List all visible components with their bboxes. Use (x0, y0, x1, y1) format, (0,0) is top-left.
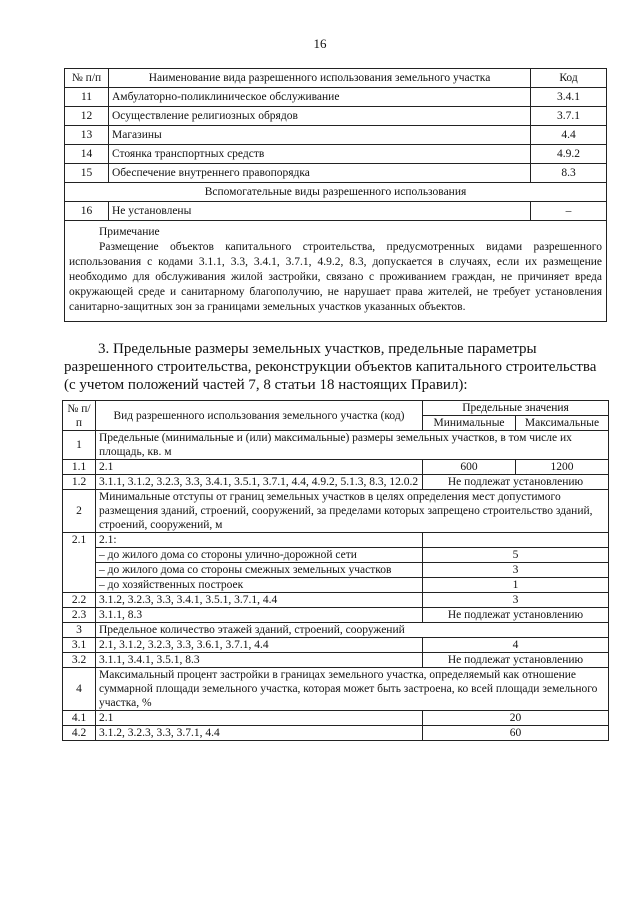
row-num: 2 (63, 490, 96, 533)
table-row (63, 578, 609, 593)
row-num: 3.2 (63, 653, 96, 668)
row-value: 1 (423, 578, 609, 593)
row-num: 2.1 (63, 533, 96, 593)
row-code: 4.9.2 (531, 145, 607, 164)
note-row (65, 221, 607, 322)
row-name: Амбулаторно-поликлиническое обслуживание (109, 88, 531, 107)
row-kind: 3.1.2, 3.2.3, 3.3, 3.4.1, 3.5.1, 3.7.1, 4.4 (96, 593, 423, 608)
table-row (63, 460, 609, 475)
row-num: 13 (65, 126, 109, 145)
row-value: 5 (423, 548, 609, 563)
row-num: 4.1 (63, 711, 96, 726)
row-num: 14 (65, 145, 109, 164)
table-row (63, 711, 609, 726)
section-3-heading (64, 340, 606, 394)
permitted-use-table (64, 68, 607, 322)
row-name: Стоянка транспортных средств (109, 145, 531, 164)
note-title: Примечание (99, 226, 160, 238)
row-num: 4.2 (63, 726, 96, 741)
row-num: 3 (63, 623, 96, 638)
header-num: № п/п (63, 401, 96, 431)
section-line-1: 3. Предельные размеры земельных участков, предельные параметры (98, 341, 537, 357)
row-num: 15 (65, 164, 109, 183)
header-min: Минимальные (423, 416, 516, 431)
row-kind: 2.1 (96, 711, 423, 726)
table-row (63, 490, 609, 533)
row-kind: 3.1.2, 3.2.3, 3.3, 3.7.1, 4.4 (96, 726, 423, 741)
table-row (65, 164, 607, 183)
row-text: Предельное количество этажей зданий, строений, сооружений (96, 623, 609, 638)
table-row (65, 88, 607, 107)
row-num: 11 (65, 88, 109, 107)
aux-header: Вспомогательные виды разрешенного использования (65, 183, 607, 202)
table-row (63, 623, 609, 638)
header-code: Код (531, 69, 607, 88)
table-row (63, 475, 609, 490)
row-value (423, 533, 609, 548)
row-num: 1.2 (63, 475, 96, 490)
row-value: 3 (423, 593, 609, 608)
row-value: Не подлежат установлению (423, 653, 609, 668)
row-kind: 3.1.1, 3.4.1, 3.5.1, 8.3 (96, 653, 423, 668)
header-limits: Предельные значения (423, 401, 609, 416)
row-num: 2.2 (63, 593, 96, 608)
row-code: 4.4 (531, 126, 607, 145)
row-num: 4 (63, 668, 96, 711)
table-row (63, 593, 609, 608)
aux-header-row (65, 183, 607, 202)
table-row (63, 431, 609, 460)
row-kind: – до жилого дома со стороны улично-дорожной сети (96, 548, 423, 563)
row-value: 60 (423, 726, 609, 741)
row-max: 1200 (516, 460, 609, 475)
row-value: 20 (423, 711, 609, 726)
row-text: Минимальные отступы от границ земельных участков в целях определения мест допустимого размещения зданий, строений, сооружений, за пределами которых запрещено строительство зданий, строений, сооружений, м (96, 490, 609, 533)
row-value: Не подлежат установлению (423, 475, 609, 490)
row-text: Максимальный процент застройки в границах земельного участка, определяемый как отношение суммарной площади земельного участка, которая может быть застроена, ко всей площади земельного участка, % (96, 668, 609, 711)
row-code: 3.4.1 (531, 88, 607, 107)
row-code: – (531, 202, 607, 221)
header-name: Наименование вида разрешенного использования земельного участка (109, 69, 531, 88)
row-name: Магазины (109, 126, 531, 145)
row-code: 8.3 (531, 164, 607, 183)
table-header-row (65, 69, 607, 88)
row-num: 16 (65, 202, 109, 221)
header-kind: Вид разрешенного использования земельного участка (код) (96, 401, 423, 431)
row-kind: 2.1 (96, 460, 423, 475)
row-num: 2.3 (63, 608, 96, 623)
row-kind: 3.1.1, 8.3 (96, 608, 423, 623)
row-name: Осуществление религиозных обрядов (109, 107, 531, 126)
row-value: 4 (423, 638, 609, 653)
row-code: 3.7.1 (531, 107, 607, 126)
table-row (65, 202, 607, 221)
table-row (63, 533, 609, 548)
table-row (63, 548, 609, 563)
table-row (65, 107, 607, 126)
section-line-3: (с учетом положений частей 7, 8 статьи 18 настоящих Правил): (64, 377, 468, 393)
row-text: Предельные (минимальные и (или) максимальные) размеры земельных участков, в том числе их площадь, кв. м (96, 431, 609, 460)
row-value: Не подлежат установлению (423, 608, 609, 623)
row-kind: – до хозяйственных построек (96, 578, 423, 593)
header-max: Максимальные (516, 416, 609, 431)
row-num: 1.1 (63, 460, 96, 475)
row-value: 3 (423, 563, 609, 578)
table-row (65, 126, 607, 145)
note (65, 221, 607, 322)
row-num: 3.1 (63, 638, 96, 653)
row-name: Обеспечение внутреннего правопорядка (109, 164, 531, 183)
table-row (63, 653, 609, 668)
row-num: 1 (63, 431, 96, 460)
row-kind: – до жилого дома со стороны смежных земельных участков (96, 563, 423, 578)
note-text: Размещение объектов капитального строительства, предусмотренных видами разрешенного использования с кодами 3.1.1, 3.3, 3.4.1, 3.7.1, 4.9.2, 8.3, допускается в случаях, если их размещение необходимо для обслуживания жилой застройки, связано с проживанием граждан, не причиняет вреда окружающей среде и санитарному благополучию, не нарушает права жителей, не требует установления санитарно-защитных зон за границами земельных участков указанных объектов. (69, 241, 602, 313)
table-row (63, 563, 609, 578)
table-row (65, 145, 607, 164)
row-name: Не установлены (109, 202, 531, 221)
header-num: № п/п (65, 69, 109, 88)
table-row (63, 726, 609, 741)
table-row (63, 668, 609, 711)
row-kind: 3.1.1, 3.1.2, 3.2.3, 3.3, 3.4.1, 3.5.1, 3.7.1, 4.4, 4.9.2, 5.1.3, 8.3, 12.0.2 (96, 475, 423, 490)
table-header-row (63, 401, 609, 416)
row-min: 600 (423, 460, 516, 475)
row-kind: 2.1: (96, 533, 423, 548)
row-kind: 2.1, 3.1.2, 3.2.3, 3.3, 3.6.1, 3.7.1, 4.4 (96, 638, 423, 653)
limits-table (62, 400, 609, 741)
page-number: 16 (313, 36, 327, 51)
row-num: 12 (65, 107, 109, 126)
section-line-2: разрешенного строительства, реконструкции объектов капитального строительства (64, 359, 597, 375)
table-row (63, 608, 609, 623)
table-row (63, 638, 609, 653)
